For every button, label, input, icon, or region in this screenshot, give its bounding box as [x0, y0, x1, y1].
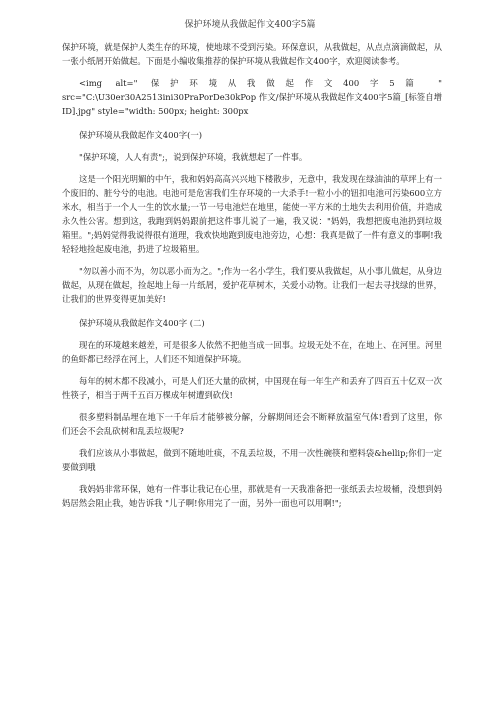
section-2-paragraph-3: 很多塑料制品埋在地下一千年后才能够被分解，分解期间还会不断释放温室气体!看到了这里，你们还会不会乱砍树和乱丢垃圾呢?: [62, 412, 442, 436]
section-1-paragraph-3: "勿以善小而不为，勿以恶小而为之。";作为一名小学生，我们要从我做起，从小事儿做起，从身边做起，从现在做起，捡起地上每一片纸屑，爱护花草树木，关爱小动物。让我们一起去寻找绿的世界，让我们的世界变得更加美好!: [62, 266, 442, 304]
section-2-paragraph-2: 每年的树木都不段减小，可是人们还大量的砍树，中国现在每一年生产和丢弃了四百五十亿双一次性筷子，相当于两千五百万棵成年树遭到砍伐!: [62, 376, 442, 400]
section-2-paragraph-5: 我妈妈非常环保，她有一件事让我记在心里，那就是有一天我准备把一张纸丢去垃圾桶，没想到妈妈居然会阻止我，她告诉我 "儿子啊!你用完了一面，另外一面也可以用啊!";: [62, 484, 442, 508]
document-title: 保护环境从我做起作文400字5篇: [184, 20, 316, 30]
intro-paragraph: 保护环境，就是保护人类生存的环境，使地球不受到污染。环保意识，从我做起，从点点滴滴做起，从一张小纸屑开始做起。下面是小编收集推荐的保护环境从我做起作文400字，欢迎阅读参考。: [62, 42, 442, 66]
image-tag-text: <img alt=" 保护环境从我做起作文400字5篇 " src="C:\U30er30A2513ini30PraPorDe30kPop 作文/保护环境从我做起作文400字5篇_[标签自增ID].jpg" style="width: 500px; height: 300px: [62, 78, 442, 116]
section-1-paragraph-1: "保护环境，人人有责";，说到保护环境，我就想起了一件事。: [79, 152, 308, 162]
document-body: [62, 40, 442, 510]
section-2-paragraph-4: 我们应该从小事做起，做到不随地吐痰，不乱丢垃圾，不用一次性碗筷和塑料袋&hellip;你们一定要做到哦: [62, 448, 442, 472]
section-2-paragraph-1: 现在的环境越来越差，可是很多人依然不把他当成一回事。垃圾无处不在，在地上、在河里。河里的鱼虾都已经浮在河上，人们还不知道保护环境。: [62, 340, 442, 364]
section-1-paragraph-2: 这是一个阳光明媚的中午，我和妈妈高高兴兴地下楼散步，无意中，我发现在绿油油的草坪上有一个废旧的、脏兮兮的电池。电池可是危害我们生存环境的一大杀手!一粒小小的钮扣电池可污染600立方米水，相当于一个人一生的饮水量;一节一号电池烂在地里，能使一平方米的土地失去利用价值，并造成永久性公害。想到这，我跑到妈妈跟前把这件事儿说了一遍，我又说："妈妈，我想把废电池扔到垃圾箱里。";妈妈觉得我说得很有道理，我欢快地跑到废电池旁边，心想：我真是做了一件有意义的事啊!我轻轻地捡起废电池，扔进了垃圾箱里。: [62, 174, 442, 254]
section-heading-2: 保护环境从我做起作文400字 (二): [79, 318, 205, 328]
section-heading-1: 保护环境从我做起作文400字(一): [79, 130, 203, 140]
